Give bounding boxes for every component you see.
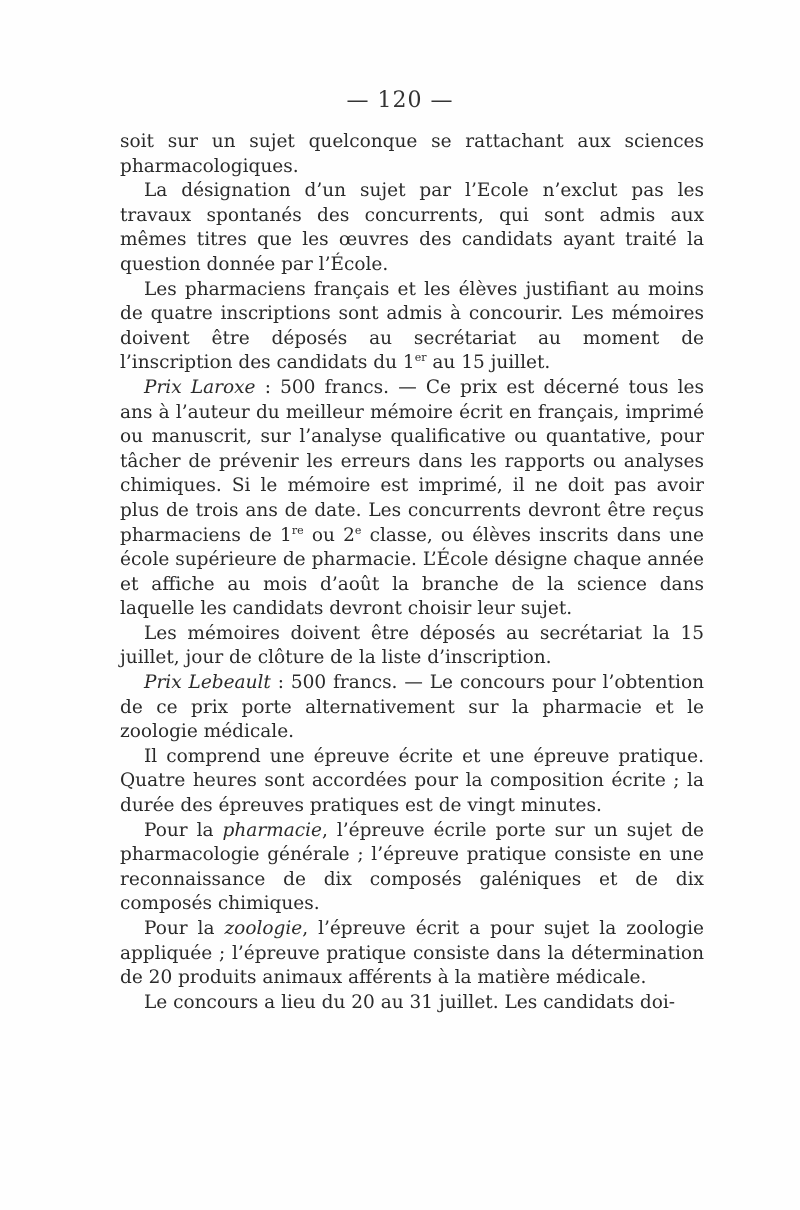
paragraph-eligibility-end: au 15 juillet.: [426, 352, 551, 374]
pharmacie-text: , l’épreuve écrile porte sur un sujet de pharmacologie générale ; l’épreuve pratique consiste en une reconnaissance de dix composés galéniques et de dix composés chimiques.: [120, 819, 705, 915]
paragraph-prix-lebeault: [120, 671, 704, 745]
paragraph-prix-laroxe: [120, 376, 704, 622]
prix-lebeault-text: : 500 francs. — Le concours pour l’obtention de ce prix porte alternativement sur la pharmacie et le zoologie médicale.: [120, 672, 705, 743]
paragraph-eligibility: [120, 278, 704, 376]
paragraph-continuation: soit sur un sujet quelconque se rattachant aux sciences pharmacologiques.: [120, 131, 704, 177]
pharmacie-term: pharmacie: [222, 819, 322, 841]
paragraph-pharmacie: [120, 819, 704, 917]
ordinal-superscript: er: [414, 351, 427, 365]
ordinal-superscript-first: re: [291, 523, 304, 537]
zoologie-term: zoologie: [224, 918, 303, 939]
paragraph-epreuves: Il comprend une épreuve écrite et une épreuve pratique. Quatre heures sont accordées pour la composition écrite ; la durée des épreuves pratiques est de vingt minutes.: [120, 745, 704, 817]
pharmacie-intro: Pour la: [144, 819, 223, 841]
body-text: [120, 130, 704, 1015]
paragraph-deposit: Les mémoires doivent être déposés au secrétariat la 15 juillet, jour de clôture de la liste d’inscription.: [120, 622, 704, 669]
zoologie-text: , l’épreuve écrit a pour sujet la zoologie appliquée ; l’épreuve pratique consiste dans la détermination de 20 produits animaux afférents à la matière médicale.: [120, 918, 704, 989]
page-number-header: — 120 —: [346, 88, 454, 113]
prize-name-laroxe: Prix Laroxe: [144, 376, 256, 398]
paragraph-zoologie: [120, 917, 704, 991]
paragraph-subject-designation: La désignation d’un sujet par l’Ecole n’exclut pas les travaux spontanés des concurrents, qui sont admis aux mêmes titres que les œuvres des candidats ayant traité la question donnée par l’École.: [120, 180, 704, 275]
prix-laroxe-text-2: ou 2: [303, 524, 355, 546]
prize-name-lebeault: Prix Lebeault: [144, 672, 271, 694]
ordinal-superscript-second: e: [354, 523, 362, 537]
prix-laroxe-text-1: : 500 francs. — Ce prix est décerné tous les ans à l’auteur du meilleur mémoire écrit en français, imprimé ou manuscrit, sur l’analyse qualificative ou quantative, pour tâcher de prévenir les erreurs dans les rapports ou analyses chimiques. Si le mémoire est imprimé, il ne doit pas avoir plus de trois ans de date. Les concurrents devront être reçus pharmaciens de 1: [120, 376, 704, 546]
prix-laroxe-text-3: classe, ou élèves inscrits dans une école supérieure de pharmacie. L’École désigne chaque année et affiche au mois d’août la branche de la science dans laquelle les candidats devront choisir leur sujet.: [120, 524, 704, 620]
paragraph-concours-dates: Le concours a lieu du 20 au 31 juillet. Les candidats doi-: [144, 991, 675, 1013]
paragraph-eligibility-text: Les pharmaciens français et les élèves justifiant au moins de quatre inscriptions sont admis à concourir. Les mémoires doivent être déposés au secrétariat au moment de l’inscription des candidats du 1: [120, 278, 704, 374]
zoologie-intro: Pour la: [144, 918, 225, 939]
